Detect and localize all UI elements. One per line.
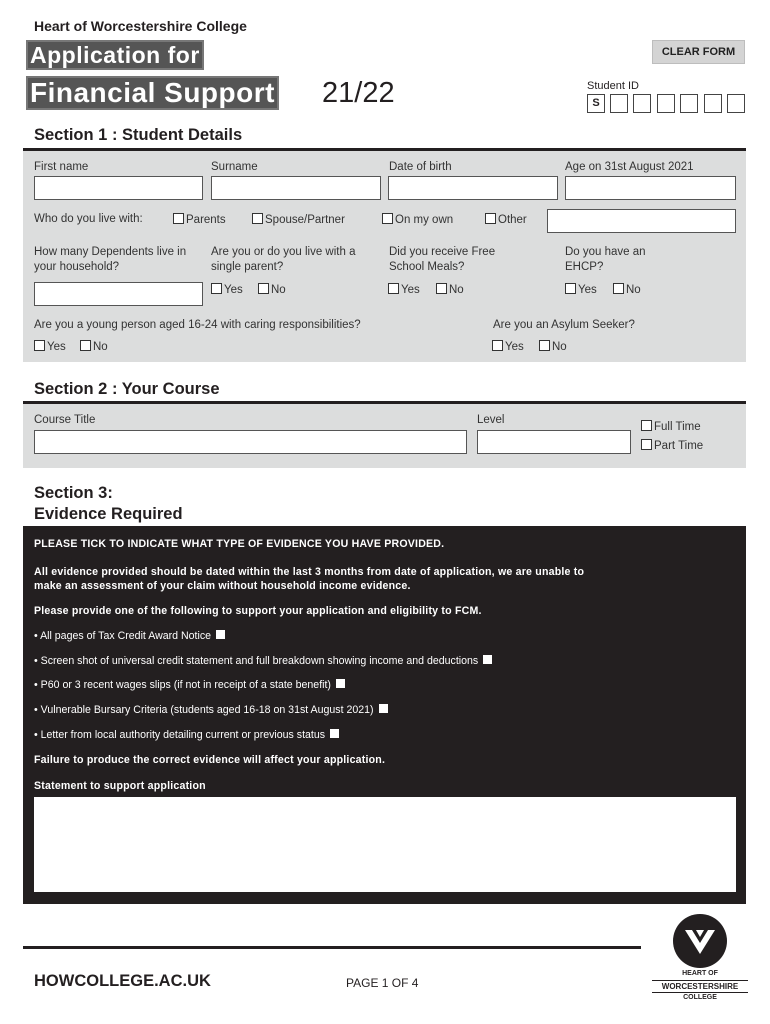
evidence-checkbox[interactable] (336, 679, 345, 688)
college-logo-icon (673, 914, 727, 968)
asylum-no[interactable]: No (539, 340, 567, 353)
evidence-item: • P60 or 3 recent wages slips (if not in receipt of a state benefit) (34, 679, 345, 691)
evidence-checkbox[interactable] (379, 704, 388, 713)
ehcp-yes[interactable]: Yes (565, 283, 597, 296)
course-title-label: Course Title (34, 414, 96, 426)
evidence-dated-line2: make an assessment of your claim without household income evidence. (34, 580, 411, 592)
young-carer-yes[interactable]: Yes (34, 340, 66, 353)
provide-one-instruction: Please provide one of the following to support your application and eligibility to FCM. (34, 605, 482, 617)
section3-heading: Section 3: (34, 484, 113, 502)
surname-label: Surname (211, 161, 258, 173)
college-name: Heart of Worcestershire College (34, 18, 247, 34)
live-spouse-option[interactable]: Spouse/Partner (252, 213, 345, 226)
checkbox[interactable] (485, 213, 496, 224)
ehcp-no[interactable]: No (613, 283, 641, 296)
checkbox[interactable] (641, 420, 652, 431)
full-time-option[interactable]: Full Time (641, 420, 701, 433)
free-meals-yes[interactable]: Yes (388, 283, 420, 296)
evidence-checkbox[interactable] (483, 655, 492, 664)
checkbox[interactable] (388, 283, 399, 294)
tick-instruction: PLEASE TICK TO INDICATE WHAT TYPE OF EVIDENCE YOU HAVE PROVIDED. (34, 538, 445, 550)
statement-label: Statement to support application (34, 780, 206, 792)
live-own-option[interactable]: On my own (382, 213, 453, 226)
single-parent-no[interactable]: No (258, 283, 286, 296)
checkbox[interactable] (641, 439, 652, 450)
evidence-checkbox[interactable] (216, 630, 225, 639)
dob-field[interactable] (388, 176, 558, 200)
level-field[interactable] (477, 430, 631, 454)
website-link[interactable]: HOWCOLLEGE.AC.UK (34, 972, 211, 990)
academic-year: 21/22 (322, 77, 395, 109)
logo-text-line1: HEART OF (682, 970, 718, 977)
live-with-label: Who do you live with: (34, 213, 143, 225)
student-id-prefix: S (587, 94, 605, 113)
student-id-digit[interactable] (727, 94, 745, 113)
free-meals-label: Did you receive Free School Meals? (389, 246, 496, 273)
student-id-digit[interactable] (680, 94, 698, 113)
checkbox[interactable] (252, 213, 263, 224)
footer-divider (23, 946, 641, 949)
dependents-label: How many Dependents live in your household? (34, 246, 187, 273)
checkbox[interactable] (258, 283, 269, 294)
student-id-digit[interactable] (657, 94, 675, 113)
title-line-2: Financial Support (26, 76, 279, 110)
evidence-item: • Screen shot of universal credit statement and full breakdown showing income and deductions (34, 655, 492, 667)
dependents-field[interactable] (34, 282, 203, 306)
checkbox[interactable] (613, 283, 624, 294)
first-name-field[interactable] (34, 176, 203, 200)
asylum-yes[interactable]: Yes (492, 340, 524, 353)
live-parents-option[interactable]: Parents (173, 213, 226, 226)
evidence-item: • All pages of Tax Credit Award Notice (34, 630, 225, 642)
young-carer-no[interactable]: No (80, 340, 108, 353)
other-field[interactable] (547, 209, 736, 233)
single-parent-label: Are you or do you live with a single parent? (211, 246, 356, 273)
course-title-field[interactable] (34, 430, 467, 454)
surname-field[interactable] (211, 176, 381, 200)
clear-form-button[interactable]: CLEAR FORM (652, 40, 745, 64)
checkbox[interactable] (436, 283, 447, 294)
student-details-panel (23, 148, 746, 362)
page-number: PAGE 1 OF 4 (346, 976, 419, 990)
evidence-panel (23, 526, 746, 904)
checkbox[interactable] (492, 340, 503, 351)
checkbox[interactable] (382, 213, 393, 224)
young-carer-label: Are you a young person aged 16-24 with caring responsibilities? (34, 319, 361, 331)
section3-subheading: Evidence Required (34, 505, 183, 523)
student-id-digit[interactable] (633, 94, 651, 113)
free-meals-no[interactable]: No (436, 283, 464, 296)
failure-warning: Failure to produce the correct evidence will affect your application. (34, 754, 386, 766)
checkbox[interactable] (211, 283, 222, 294)
dob-label: Date of birth (389, 161, 452, 173)
checkbox[interactable] (80, 340, 91, 351)
evidence-item: • Letter from local authority detailing current or previous status (34, 729, 339, 741)
age-field[interactable] (565, 176, 736, 200)
ehcp-label: Do you have an EHCP? (565, 246, 646, 273)
evidence-dated-line1: All evidence provided should be dated within the last 3 months from date of application, we are unable to (34, 566, 585, 578)
section2-heading: Section 2 : Your Course (34, 380, 220, 398)
evidence-item: • Vulnerable Bursary Criteria (students aged 16-18 on 31st August 2021) (34, 704, 388, 716)
asylum-label: Are you an Asylum Seeker? (493, 319, 635, 331)
checkbox[interactable] (34, 340, 45, 351)
evidence-checkbox[interactable] (330, 729, 339, 738)
part-time-option[interactable]: Part Time (641, 439, 703, 452)
student-id-digit[interactable] (610, 94, 628, 113)
level-label: Level (477, 414, 505, 426)
age-label: Age on 31st August 2021 (565, 161, 694, 173)
student-id-label: Student ID (587, 80, 639, 92)
logo-mark-icon (673, 914, 727, 968)
logo-text-line2: WORCESTERSHIRE (652, 980, 748, 993)
checkbox[interactable] (539, 340, 550, 351)
student-id-digit[interactable] (704, 94, 722, 113)
title-line-1: Application for (26, 40, 204, 70)
statement-textarea[interactable] (34, 797, 736, 892)
logo-text-line3: COLLEGE (683, 994, 717, 1001)
live-other-option[interactable]: Other (485, 213, 527, 226)
course-panel (23, 401, 746, 468)
checkbox[interactable] (173, 213, 184, 224)
section1-heading: Section 1 : Student Details (34, 126, 243, 144)
checkbox[interactable] (565, 283, 576, 294)
first-name-label: First name (34, 161, 89, 173)
single-parent-yes[interactable]: Yes (211, 283, 243, 296)
